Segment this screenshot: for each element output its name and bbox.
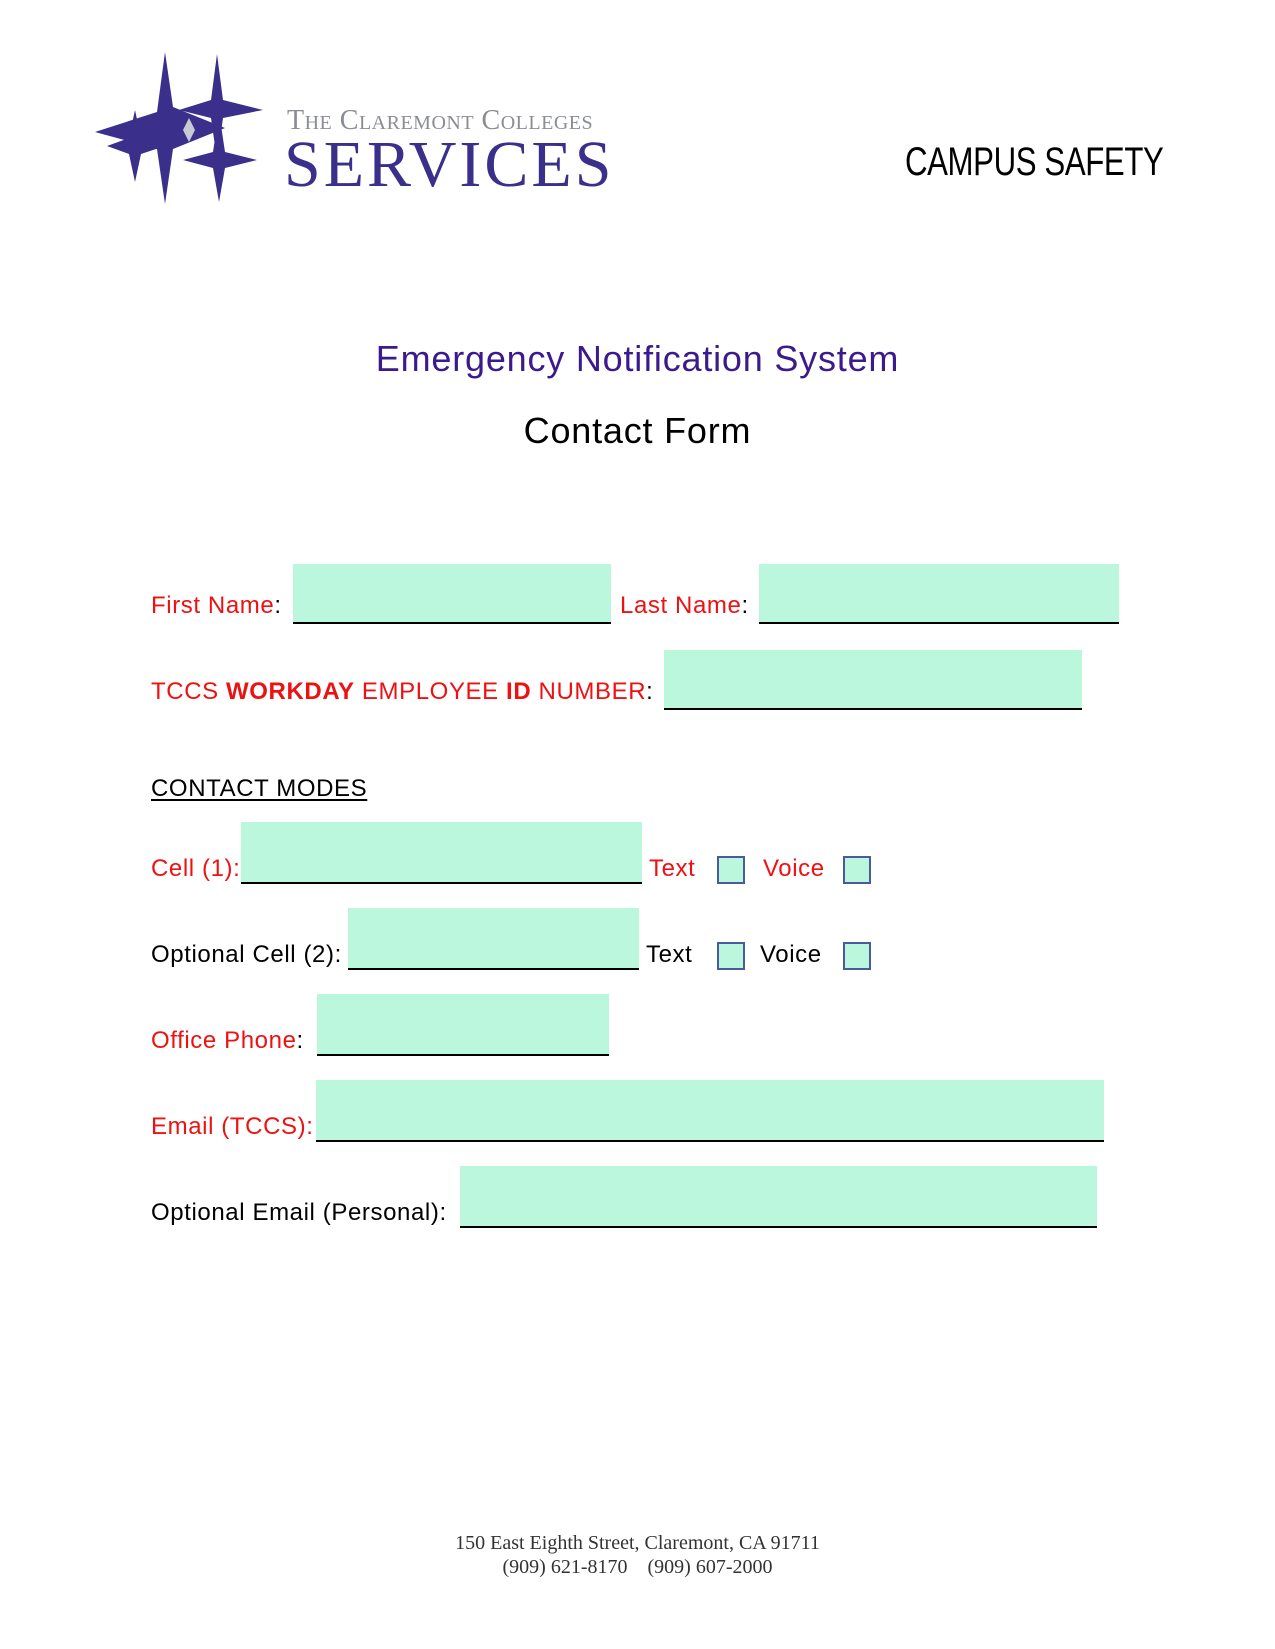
- cell1-label: Cell (1):: [151, 855, 241, 882]
- first-name-label: First Name:: [151, 592, 282, 619]
- cell1-voice-label: Voice: [763, 855, 825, 882]
- cell1-text-label: Text: [649, 855, 696, 882]
- employee-id-label: TCCS WORKDAY EMPLOYEE ID NUMBER:: [151, 678, 654, 705]
- cell2-voice-label: Voice: [760, 941, 822, 968]
- cell2-text-label: Text: [646, 941, 693, 968]
- cell1-field[interactable]: [241, 822, 642, 884]
- page-title: Emergency Notification System: [375, 338, 900, 379]
- footer-phones: (909) 621-8170 (909) 607-2000: [502, 1556, 773, 1578]
- page-subtitle: Contact Form: [523, 410, 752, 451]
- first-name-field[interactable]: [293, 564, 611, 624]
- email-tccs-label: Email (TCCS):: [151, 1113, 314, 1140]
- contact-modes-heading: CONTACT MODES: [151, 775, 368, 802]
- cell2-label: Optional Cell (2):: [151, 941, 342, 968]
- cell2-field[interactable]: [348, 908, 639, 970]
- logo-line2: SERVICES: [284, 128, 615, 201]
- office-phone-field[interactable]: [317, 994, 609, 1056]
- email-personal-field[interactable]: [460, 1166, 1097, 1228]
- email-tccs-field[interactable]: [316, 1080, 1104, 1142]
- logo-line1: The Claremont Colleges: [287, 105, 594, 136]
- email-personal-label: Optional Email (Personal):: [151, 1199, 447, 1226]
- cell1-voice-checkbox[interactable]: [843, 856, 871, 884]
- footer-address: 150 East Eighth Street, Claremont, CA 91711: [455, 1532, 820, 1554]
- last-name-field[interactable]: [759, 564, 1119, 624]
- office-phone-label: Office Phone:: [151, 1027, 304, 1054]
- claremont-stars-logo-icon: [95, 52, 275, 204]
- employee-id-field[interactable]: [664, 650, 1082, 710]
- department-name: CAMPUS SAFETY: [905, 140, 1164, 184]
- cell1-text-checkbox[interactable]: [717, 856, 745, 884]
- last-name-label: Last Name:: [620, 592, 749, 619]
- cell2-voice-checkbox[interactable]: [843, 942, 871, 970]
- cell2-text-checkbox[interactable]: [717, 942, 745, 970]
